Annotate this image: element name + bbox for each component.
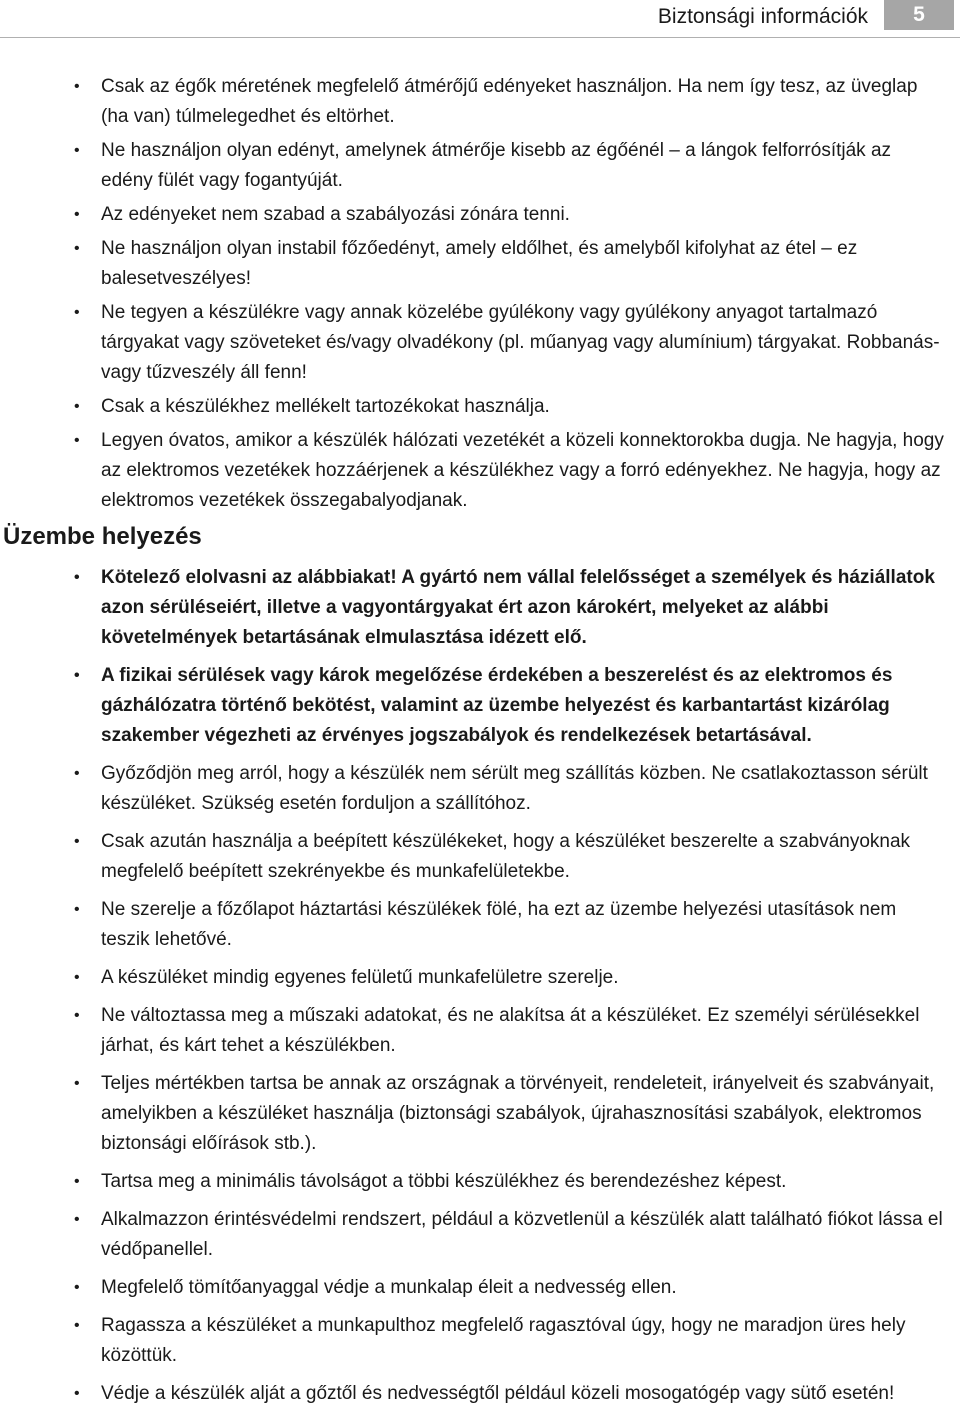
list-item — [0, 72, 960, 132]
list-item-text: Csak azután használja a beépített készülékeket, hogy a készüléket beszerelte a szabványoknak megfelelő beépített szekrényekbe és munkafelületekbe. — [101, 831, 911, 882]
bullet-icon: • — [74, 1385, 80, 1402]
bullet-icon: • — [74, 1211, 80, 1228]
bullet-icon: • — [74, 969, 80, 986]
list-item-text: Tartsa meg a minimális távolságot a többi készülékhez és berendezéshez képest. — [101, 1171, 787, 1192]
list-item-text: Ne szerelje a főzőlapot háztartási készülékek fölé, ha ezt az üzembe helyezési utasítások nem teszik lehetővé. — [101, 899, 897, 950]
bullet-icon: • — [74, 432, 80, 449]
bullet-icon: • — [74, 1317, 80, 1334]
bullet-icon: • — [74, 569, 80, 586]
list-item-text: Csak az égők méretének megfelelő átmérőjű edényeket használjon. Ha nem így tesz, az üveglap (ha van) túlmelegedhet és eltörhet. — [101, 76, 918, 127]
header-divider — [0, 37, 960, 38]
list-item — [0, 426, 960, 516]
list-item-text: Ne változtassa meg a műszaki adatokat, és ne alakítsa át a készüléket. Ez személyi sérülésekkel járhat, és kárt tehet a készülékben. — [101, 1005, 920, 1056]
list-item — [0, 1205, 960, 1265]
bullet-icon: • — [74, 206, 80, 223]
list-item-text: Kötelező elolvasni az alábbiakat! A gyártó nem vállal felelősséget a személyek és háziállatok azon sérüléseiért, illetve a vagyontárgyakat ért azon károkért, melyeket az alábbi követelmények betartásának elmulasztása idézett elő. — [101, 567, 935, 648]
list-item — [0, 200, 960, 230]
list-item — [0, 1273, 960, 1303]
list-item — [0, 136, 960, 196]
list-item-text: Teljes mértékben tartsa be annak az országnak a törvényeit, rendeleteit, irányelveit és szabványait, amelyikben a készüléket használja (biztonsági szabályok, újrahasznosítási szabályok, elektromos biztonsági előírások stb.). — [101, 1073, 935, 1154]
list-item — [0, 563, 960, 653]
list-item-text: A fizikai sérülések vagy károk megelőzése érdekében a beszerelést és az elektromos és gázhálózatra történő bekötést, valamint az üzembe helyezést és karbantartást kizárólag szakember végezheti az érvényes jogszabályok és rendelkezések betartásával. — [101, 665, 893, 746]
list-item — [0, 963, 960, 993]
list-item — [0, 661, 960, 751]
list-item-text: Győződjön meg arról, hogy a készülék nem sérült meg szállítás közben. Ne csatlakoztasson sérült készüléket. Szükség esetén forduljon a szállítóhoz. — [101, 763, 928, 814]
list-item — [0, 1379, 960, 1409]
bullet-icon: • — [74, 78, 80, 95]
bullet-icon: • — [74, 1173, 80, 1190]
list-item-text: Védje a készülék alját a gőztől és nedvességtől például közeli mosogatógép vagy sütő esetén! — [101, 1383, 895, 1404]
bullet-icon: • — [74, 833, 80, 850]
list-item — [0, 827, 960, 887]
bullet-icon: • — [74, 142, 80, 159]
bullet-icon: • — [74, 398, 80, 415]
bullet-icon: • — [74, 667, 80, 684]
list-item-text: Alkalmazzon érintésvédelmi rendszert, például a közvetlenül a készülék alatt található fiókot lássa el védőpanellel. — [101, 1209, 943, 1260]
bullet-icon: • — [74, 304, 80, 321]
page-number: 5 — [884, 0, 954, 30]
list-item-text: A készüléket mindig egyenes felületű munkafelületre szerelje. — [101, 967, 619, 988]
list-item-text: Ne használjon olyan edényt, amelynek átmérője kisebb az égőénél – a lángok felforrósítják az edény fülét vagy fogantyúját. — [101, 140, 892, 191]
list-item — [0, 1069, 960, 1159]
bullet-icon: • — [74, 901, 80, 918]
list-item — [0, 1001, 960, 1061]
bullet-icon: • — [74, 765, 80, 782]
list-item — [0, 895, 960, 955]
list-item-text: Az edényeket nem szabad a szabályozási zónára tenni. — [101, 204, 570, 225]
list-item-text: Legyen óvatos, amikor a készülék hálózati vezetékét a közeli konnektorokba dugja. Ne hagyja, hogy az elektromos vezetékek hozzáérjenek a készülékhez vagy a forró edényekhez. Ne hagyja, hogy az elektromos vezetékek összegabalyodjanak. — [101, 430, 944, 511]
list-item — [0, 759, 960, 819]
bullet-icon: • — [74, 240, 80, 257]
bullet-icon: • — [74, 1075, 80, 1092]
list-item — [0, 1167, 960, 1197]
safety-list — [0, 72, 960, 520]
list-item-text: Megfelelő tömítőanyaggal védje a munkalap éleit a nedvesség ellen. — [101, 1277, 677, 1298]
installation-list — [0, 563, 960, 1417]
list-item — [0, 1311, 960, 1371]
bullet-icon: • — [74, 1007, 80, 1024]
list-item-text: Ragassza a készüléket a munkapulthoz megfelelő ragasztóval úgy, hogy ne maradjon üres hely közöttük. — [101, 1315, 906, 1366]
page-header — [0, 0, 960, 38]
list-item-text: Csak a készülékhez mellékelt tartozékokat használja. — [101, 396, 550, 417]
list-item — [0, 234, 960, 294]
list-item-text: Ne használjon olyan instabil főzőedényt, amely eldőlhet, és amelyből kifolyhat az étel – ez balesetveszélyes! — [101, 238, 858, 289]
header-title: Biztonsági információk — [657, 5, 868, 28]
list-item — [0, 298, 960, 388]
section-title: Üzembe helyezés — [3, 523, 202, 550]
list-item-text: Ne tegyen a készülékre vagy annak közelébe gyúlékony vagy gyúlékony anyagot tartalmazó tárgyakat vagy szöveteket és/vagy olvadékony (pl. műanyag vagy alumínium) tárgyakat. Robbanás- vagy tűzveszély áll fenn! — [101, 302, 940, 383]
bullet-icon: • — [74, 1279, 80, 1296]
list-item — [0, 392, 960, 422]
